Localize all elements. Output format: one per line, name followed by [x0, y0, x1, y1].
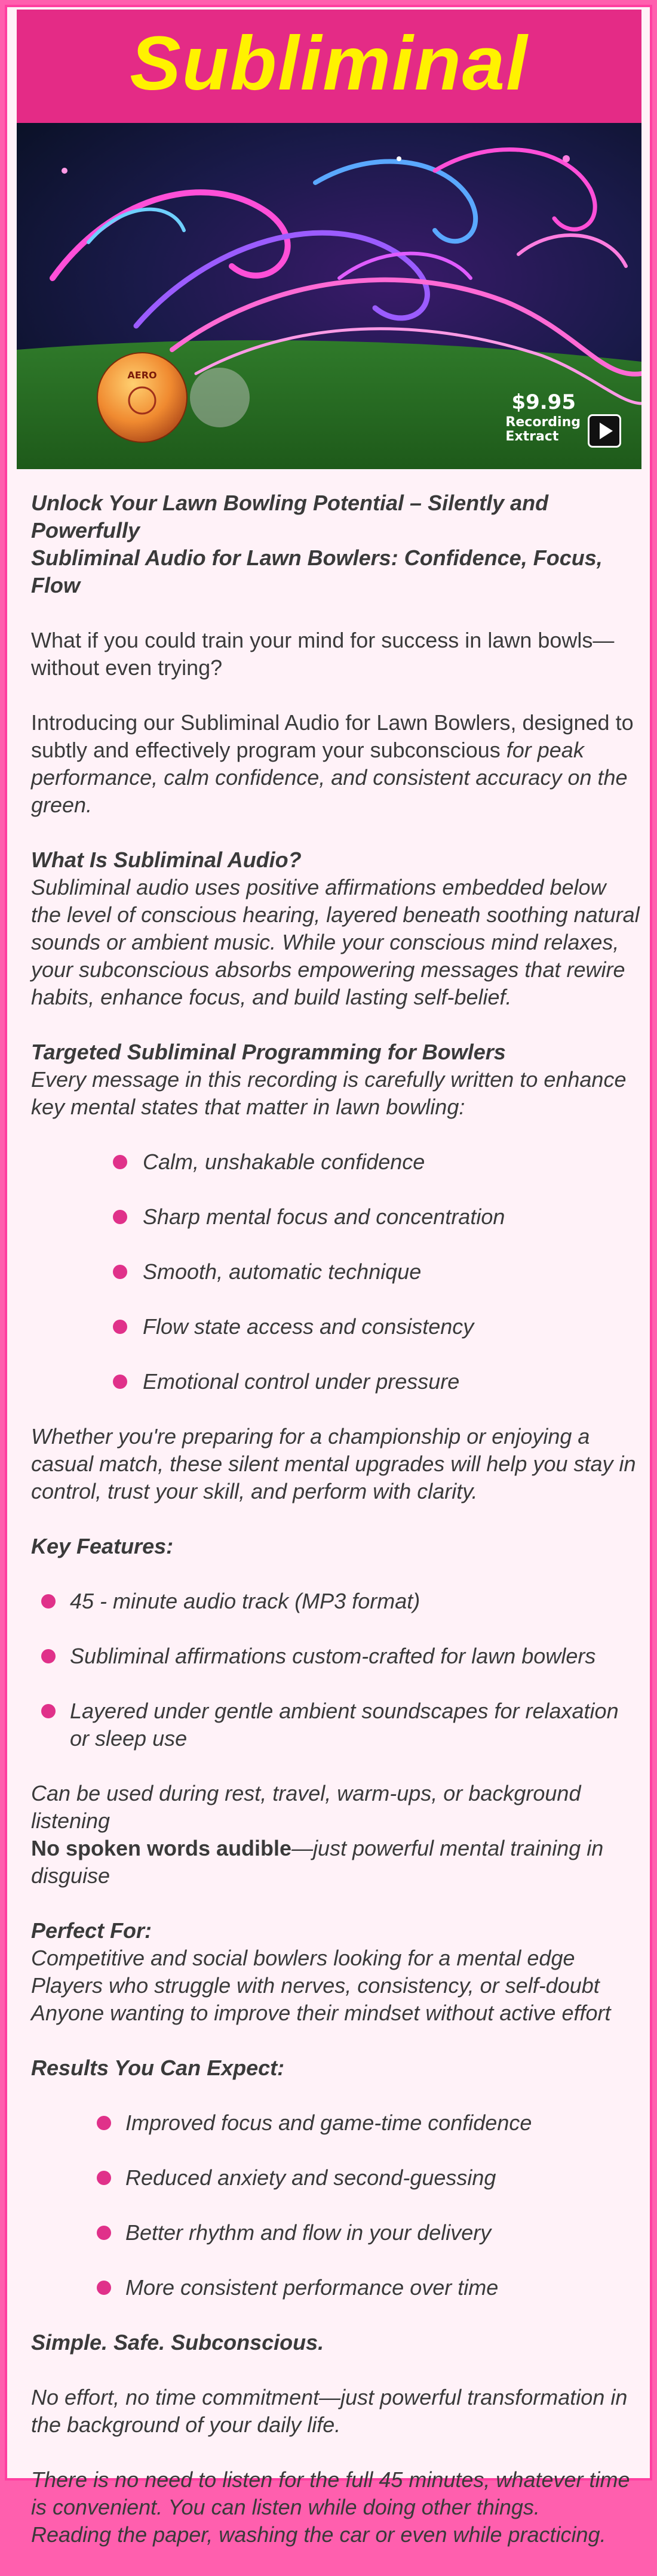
headline: Unlock Your Lawn Bowling Potential – Silently and Powerfully Subliminal Audio for Lawn Bowlers: Confidence, Focus, Flow	[31, 491, 603, 597]
bullet-dot	[97, 2116, 111, 2130]
bullet-dot	[97, 2281, 111, 2295]
results-heading: Results You Can Expect:	[31, 2056, 285, 2080]
recording-label: Recording Extract	[505, 415, 581, 444]
list-item: Flow state access and consistency	[31, 1313, 640, 1341]
closing-heading: Simple. Safe. Subconscious.	[31, 2330, 324, 2355]
list-item: More consistent performance over time	[31, 2274, 640, 2301]
whether-paragraph: Whether you're preparing for a championship or enjoying a casual match, these silent mental upgrades will help you stay in control, trust your skill, and perform with clarity.	[31, 1424, 636, 1503]
list-item: Sharp mental focus and concentration	[31, 1203, 640, 1231]
list-item: Calm, unshakable confidence	[31, 1148, 640, 1176]
bullet-dot	[113, 1320, 127, 1334]
results-list	[31, 2109, 640, 2301]
list-item: 45 - minute audio track (MP3 format)	[31, 1588, 640, 1615]
features-heading: Key Features:	[31, 1534, 174, 1558]
closing-paragraph-2: There is no need to listen for the full 45 minutes, whatever time is convenient. You can listen while doing other things. Reading the paper, washing the car or even while practicing.	[31, 2467, 630, 2547]
what-is-section	[31, 846, 640, 1011]
list-item: Improved focus and game-time confidence	[31, 2109, 640, 2137]
bullet-dot	[41, 1649, 56, 1663]
header-banner	[17, 10, 641, 123]
list-item: Smooth, automatic technique	[31, 1258, 640, 1286]
list-item: Emotional control under pressure	[31, 1368, 640, 1395]
bullet-dot	[97, 2226, 111, 2240]
bullet-dot	[113, 1155, 127, 1169]
bullet-dot	[97, 2171, 111, 2185]
description	[31, 489, 640, 2576]
what-is-heading: What Is Subliminal Audio?	[31, 848, 302, 872]
bullet-dot	[113, 1265, 127, 1279]
bullet-dot	[113, 1375, 127, 1389]
bullet-dot	[41, 1594, 56, 1609]
perfect-for-heading: Perfect For:	[31, 1918, 152, 1943]
play-button[interactable]	[588, 414, 621, 448]
targeted-heading: Targeted Subliminal Programming for Bowlers	[31, 1040, 506, 1064]
what-is-body: Subliminal audio uses positive affirmations embedded below the level of conscious hearing, layered beneath soothing natural sounds or ambient music. While your conscious mind relaxes, your subconscious absorbs empowering messages that rewire habits, enhance focus, and build lasting self-belief.	[31, 875, 640, 1009]
bullet-dot	[41, 1704, 56, 1718]
play-icon	[600, 423, 613, 439]
intro-question: What if you could train your mind for success in lawn bowls—without even trying?	[31, 628, 615, 680]
closing-paragraph-1: No effort, no time commitment—just powerful transformation in the background of your daily life.	[31, 2385, 628, 2437]
list-item: Layered under gentle ambient soundscapes for relaxation or sleep use	[31, 1697, 640, 1752]
features-list	[31, 1588, 640, 1752]
targeted-list	[31, 1148, 640, 1395]
bullet-dot	[113, 1210, 127, 1224]
targeted-section	[31, 1039, 640, 1121]
perfect-for-section: Perfect For: Competitive and social bowlers looking for a mental edge Players who struggle with nerves, consistency, or self-doubt Anyone wanting to improve their mindset without active effort	[31, 1918, 611, 2025]
price-label: $9.95	[511, 390, 576, 414]
list-item: Subliminal affirmations custom-crafted for lawn bowlers	[31, 1643, 640, 1670]
ball-label: AERO	[127, 369, 157, 381]
targeted-body: Every message in this recording is carefully written to enhance key mental states that matter in lawn bowling:	[31, 1067, 627, 1119]
list-item: Better rhythm and flow in your delivery	[31, 2219, 640, 2247]
usage-note: Can be used during rest, travel, warm-ups, or background listening No spoken words audible—just powerful mental training in disguise	[31, 1781, 604, 1888]
page-title: Subliminal	[130, 21, 529, 106]
hero-image	[17, 123, 641, 469]
intro-paragraph: Introducing our Subliminal Audio for Lawn Bowlers, designed to subtly and effectively program your subconscious for peak performance, calm confidence, and consistent accuracy on the green.	[31, 710, 634, 817]
list-item: Reduced anxiety and second-guessing	[31, 2164, 640, 2192]
